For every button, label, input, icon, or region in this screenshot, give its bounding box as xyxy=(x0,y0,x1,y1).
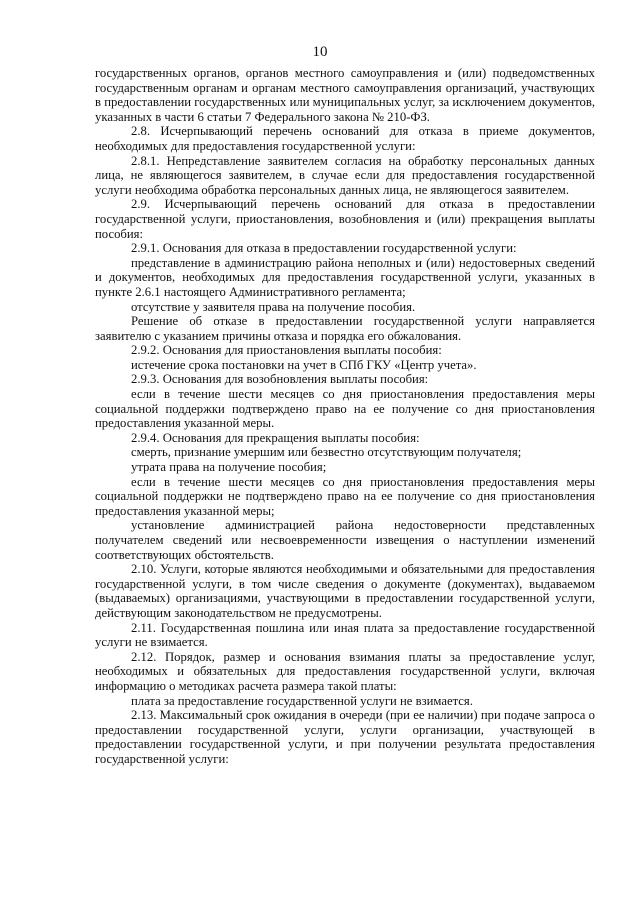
paragraph: утрата права на получение пособия; xyxy=(131,460,327,475)
paragraph: отсутствие у заявителя права на получение пособия. xyxy=(131,299,416,314)
paragraph: смерть, признание умершим или безвестно отсутствующим получателя; xyxy=(131,445,522,460)
paragraph: 2.10. Услуги, которые являются необходимыми и обязательными для предоставления государственной услуги, в том числе сведения о документе (документах), выдаваемом (выдаваемых) организациями, участвующими в предоставлении государственной услуги, действующим законодательством не предусмотрены. xyxy=(95,562,595,620)
page-number: 10 xyxy=(312,44,328,60)
paragraph: если в течение шести месяцев со дня приостановления предоставления меры социальной поддержки подтверждено право на ее получение со дня приостановления предоставления указанной меры. xyxy=(95,387,595,431)
paragraph: плата за предоставление государственной услуги не взимается. xyxy=(131,693,473,708)
paragraph: 2.8.1. Непредставление заявителем согласия на обработку персональных данных лица, не являющегося заявителем, в случае если для предоставления государственной услуги необходима обработка персональных данных лица, не являющегося заявителем. xyxy=(95,153,595,197)
paragraph: 2.9. Исчерпывающий перечень оснований для отказа в предоставлении государственной услуги, приостановления, возобновления и (или) прекращения выплаты пособия: xyxy=(95,197,595,241)
paragraph: 2.13. Максимальный срок ожидания в очереди (при ее наличии) при подаче запроса о предоставлении государственной услуги, услуги организации, участвующей в предоставлении государственной услуги, и при получении результата предоставления государственной услуги: xyxy=(95,708,595,766)
paragraph: представление в администрацию района неполных и (или) недостоверных сведений и документов, необходимых для предоставления государственной услуги, указанных в пункте 2.6.1 настоящего Административного регламента; xyxy=(95,255,595,299)
paragraph: государственных органов, органов местного самоуправления и (или) подведомственных государственным органам и органам местного самоуправления организаций, участвующих в предоставлении государственных или муниципальных услуг, за исключением документов, указанных в части 6 статьи 7 Федерального закона № 210-ФЗ. xyxy=(95,66,595,124)
paragraph: если в течение шести месяцев со дня приостановления предоставления меры социальной поддержки не подтверждено право на ее получение со дня приостановления предоставления указанной меры; xyxy=(95,474,595,518)
paragraph: 2.9.4. Основания для прекращения выплаты пособия: xyxy=(131,430,420,445)
paragraph: 2.8. Исчерпывающий перечень оснований для отказа в приеме документов, необходимых для предоставления государственной услуги: xyxy=(95,124,595,153)
paragraph: истечение срока постановки на учет в СПб ГКУ «Центр учета». xyxy=(131,357,477,372)
paragraph: 2.11. Государственная пошлина или иная плата за предоставление государственной услуги не взимается. xyxy=(95,620,595,650)
paragraph: установление администрацией района недостоверности представленных получателем сведений или несвоевременности извещения о наступлении изменений соответствующих обстоятельств. xyxy=(95,518,595,562)
paragraph: Решение об отказе в предоставлении государственной услуги направляется заявителю с указанием причины отказа и порядка его обжалования. xyxy=(95,314,595,343)
paragraph: 2.9.1. Основания для отказа в предоставлении государственной услуги: xyxy=(131,241,517,256)
document-body xyxy=(95,66,595,767)
paragraph: 2.9.3. Основания для возобновления выплаты пособия: xyxy=(131,372,429,387)
paragraph: 2.9.2. Основания для приостановления выплаты пособия: xyxy=(131,343,442,358)
paragraph: 2.12. Порядок, размер и основания взимания платы за предоставление услуг, необходимых и обязательных для предоставления государственной услуги, включая информацию о методиках расчета размера такой платы: xyxy=(95,649,595,693)
